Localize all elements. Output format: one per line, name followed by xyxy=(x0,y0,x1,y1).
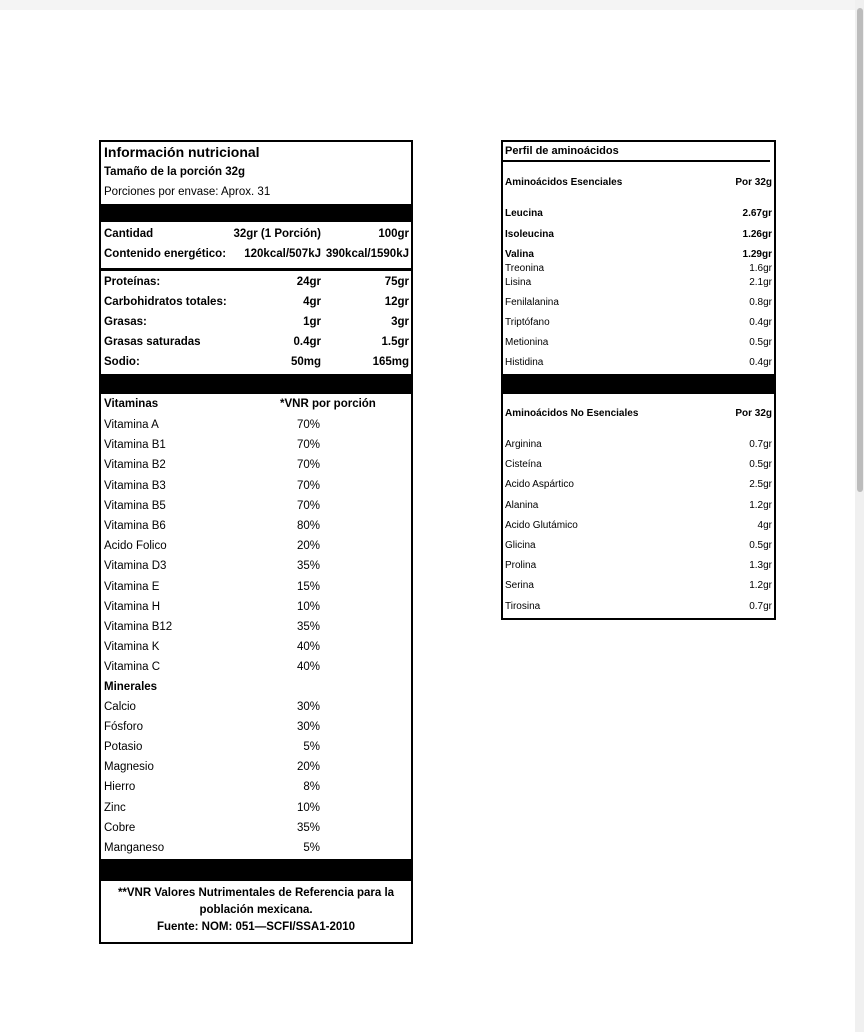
vitamin-row xyxy=(104,480,409,496)
divider-line xyxy=(101,268,411,271)
vitamin-name: Vitamina B2 xyxy=(104,459,166,472)
nonessential-amino-row xyxy=(505,520,772,534)
amino-amount: 0.5gr xyxy=(749,337,772,348)
essential-amino-row xyxy=(505,229,772,243)
mineral-row xyxy=(104,802,409,818)
amino-amount: 0.7gr xyxy=(749,439,772,450)
amino-title: Perfil de aminoácidos xyxy=(505,145,619,157)
vitamin-name: Vitamina D3 xyxy=(104,560,167,573)
vitamin-row xyxy=(104,641,409,657)
vertical-scrollbar-thumb[interactable] xyxy=(857,8,863,492)
vitamin-row xyxy=(104,601,409,617)
footnote-source: Fuente: NOM: 051—SCFI/SSA1-2010 xyxy=(156,921,356,933)
vitamin-row xyxy=(104,520,409,536)
vitamin-vnr-percent: 40% xyxy=(296,661,320,674)
vitamin-vnr-percent: 15% xyxy=(296,580,320,593)
nutrient-per-serving: 4gr xyxy=(303,296,321,308)
vitamin-vnr-percent: 40% xyxy=(296,641,320,654)
mineral-row xyxy=(104,781,409,797)
vitamin-row xyxy=(104,560,409,576)
vitamin-name: Vitamina B6 xyxy=(104,520,166,532)
mineral-row xyxy=(104,721,409,737)
vitamin-row xyxy=(104,439,409,455)
amino-acid-profile-panel xyxy=(501,140,776,620)
nutrient-name: Grasas: xyxy=(104,316,147,328)
amino-name: Triptófano xyxy=(505,317,550,328)
nonessential-header-row xyxy=(505,408,772,419)
footnote-line: población mexicana. xyxy=(199,904,313,916)
amino-amount: 0.7gr xyxy=(749,600,772,612)
mineral-vnr-percent: 5% xyxy=(303,842,320,854)
vitamin-row xyxy=(104,419,409,435)
essential-amino-row xyxy=(505,317,772,331)
quantity-label: Cantidad xyxy=(104,228,154,240)
mineral-name: Hierro xyxy=(104,781,136,794)
nutrient-per-100g: 165mg xyxy=(372,356,409,368)
black-divider-bar xyxy=(503,374,774,394)
black-divider-bar xyxy=(101,859,411,881)
amino-amount: 0.8gr xyxy=(749,297,772,308)
mineral-vnr-percent: 8% xyxy=(303,781,320,794)
vitamin-name: Vitamina E xyxy=(104,580,160,593)
mineral-name: Magnesio xyxy=(104,761,154,774)
amino-name: Leucina xyxy=(505,208,543,219)
nonessential-amino-row xyxy=(505,601,772,615)
mineral-vnr-percent: 30% xyxy=(296,720,320,733)
amino-name: Glicina xyxy=(505,540,536,551)
energy-label: Contenido energético: xyxy=(104,248,227,260)
nonessential-amino-row xyxy=(505,479,772,493)
amino-amount: 1.2gr xyxy=(749,580,772,592)
energy-row xyxy=(104,248,409,264)
nutrient-name: Sodio: xyxy=(104,356,140,368)
amino-name: Alanina xyxy=(505,499,539,511)
amino-amount: 1.6gr xyxy=(749,263,772,274)
nutrient-row xyxy=(104,356,409,372)
amino-amount: 0.4gr xyxy=(749,357,772,368)
amino-amount: 1.2gr xyxy=(749,499,772,511)
nutrient-per-100g: 75gr xyxy=(384,276,409,288)
mineral-name: Zinc xyxy=(104,801,126,814)
vitamin-name: Vitamina B3 xyxy=(104,479,166,492)
amino-amount: 1.29gr xyxy=(742,249,772,260)
vitamin-vnr-percent: 20% xyxy=(296,540,320,553)
window-top-strip xyxy=(0,0,864,10)
essential-amino-row xyxy=(505,297,772,311)
nutrient-row xyxy=(104,296,409,312)
nutrient-name: Carbohidratos totales: xyxy=(104,296,227,308)
nutrient-per-serving: 50mg xyxy=(290,356,321,368)
mineral-vnr-percent: 30% xyxy=(296,700,320,713)
essential-header-row xyxy=(505,177,772,188)
mineral-row xyxy=(104,822,409,838)
amino-amount: 2.5gr xyxy=(749,479,772,491)
mineral-name: Cobre xyxy=(104,821,136,834)
nonessential-amino-row xyxy=(505,580,772,594)
nutrient-per-serving: 0.4gr xyxy=(293,336,321,348)
vitamin-row xyxy=(104,540,409,556)
amino-name: Histidina xyxy=(505,357,544,368)
vnr-column-header: *VNR por porción xyxy=(280,398,376,410)
footnote-line: **VNR Valores Nutrimentales de Referencia para la xyxy=(117,887,395,899)
mineral-vnr-percent: 20% xyxy=(296,761,320,774)
amino-amount: 2.1gr xyxy=(749,277,772,288)
vitamin-row xyxy=(104,500,409,516)
vitamin-name: Vitamina B5 xyxy=(104,499,166,512)
vitamin-name: Vitamina H xyxy=(104,600,161,613)
nonessential-amino-row xyxy=(505,500,772,514)
nonessential-label: Aminoácidos No Esenciales xyxy=(505,408,639,419)
mineral-name: Fósforo xyxy=(104,720,143,733)
vitamin-vnr-percent: 70% xyxy=(296,479,320,492)
black-divider-bar xyxy=(101,204,411,222)
vitamin-name: Vitamina C xyxy=(104,661,161,674)
amino-name: Valina xyxy=(505,249,534,260)
essential-amino-row xyxy=(505,337,772,351)
vitamin-name: Acido Folico xyxy=(104,540,167,553)
amino-amount: 4gr xyxy=(757,519,772,531)
amino-name: Treonina xyxy=(505,263,545,274)
essential-amino-row xyxy=(505,263,772,277)
nonessential-unit-header: Por 32g xyxy=(735,408,772,419)
nutrient-per-100g: 1.5gr xyxy=(381,336,409,348)
portions-per-package: Porciones por envase: Aprox. 31 xyxy=(104,186,271,198)
vitamin-vnr-percent: 70% xyxy=(296,499,320,512)
amino-amount: 0.4gr xyxy=(749,317,772,328)
amino-name: Fenilalanina xyxy=(505,297,559,308)
mineral-vnr-percent: 5% xyxy=(303,741,320,753)
amino-name: Acido Aspártico xyxy=(505,479,574,491)
vitamins-header-row xyxy=(104,398,409,410)
amino-amount: 1.26gr xyxy=(742,229,772,240)
vitamin-name: Vitamina A xyxy=(104,419,159,431)
nonessential-amino-row xyxy=(505,439,772,453)
nutrient-per-100g: 12gr xyxy=(384,296,409,308)
nutrient-per-100g: 3gr xyxy=(391,316,409,328)
vitamin-vnr-percent: 70% xyxy=(296,459,320,472)
amino-amount: 0.5gr xyxy=(749,459,772,471)
amino-name: Isoleucina xyxy=(505,229,554,240)
essential-amino-row xyxy=(505,277,772,291)
mineral-name: Calcio xyxy=(104,700,136,713)
nutrient-row xyxy=(104,336,409,352)
mineral-vnr-percent: 10% xyxy=(296,801,320,814)
essential-amino-row xyxy=(505,249,772,263)
vitamin-row xyxy=(104,621,409,637)
nutrient-per-serving: 24gr xyxy=(296,276,321,288)
mineral-name: Potasio xyxy=(104,741,143,753)
mineral-row xyxy=(104,761,409,777)
essential-label: Aminoácidos Esenciales xyxy=(505,177,623,188)
vitamin-vnr-percent: 70% xyxy=(296,419,320,431)
vitamin-name: Vitamina K xyxy=(104,641,160,654)
amino-name: Acido Glutámico xyxy=(505,519,578,531)
essential-unit-header: Por 32g xyxy=(735,177,772,188)
amino-amount: 2.67gr xyxy=(742,208,772,219)
nonessential-amino-row xyxy=(505,560,772,574)
mineral-vnr-percent: 35% xyxy=(296,821,320,834)
mineral-row xyxy=(104,701,409,717)
vitamin-vnr-percent: 35% xyxy=(296,560,320,573)
amino-name: Prolina xyxy=(505,560,537,572)
essential-amino-row xyxy=(505,208,772,222)
vitamin-row xyxy=(104,661,409,677)
vitamin-row xyxy=(104,459,409,475)
nonessential-amino-row xyxy=(505,459,772,473)
amino-name: Cisteína xyxy=(505,459,542,471)
energy-per-100g: 390kcal/1590kJ xyxy=(325,248,409,260)
amino-name: Lisina xyxy=(505,277,532,288)
nutrition-title: Información nutricional xyxy=(104,144,260,160)
quantity-header-row xyxy=(104,228,409,244)
amino-amount: 0.5gr xyxy=(749,540,772,551)
amino-name: Tirosina xyxy=(505,600,541,612)
vitamin-vnr-percent: 35% xyxy=(296,621,320,633)
energy-per-serving: 120kcal/507kJ xyxy=(244,248,321,260)
mineral-row xyxy=(104,741,409,757)
amino-name: Serina xyxy=(505,580,534,592)
essential-amino-row xyxy=(505,357,772,371)
nutrient-row xyxy=(104,276,409,292)
mineral-name: Manganeso xyxy=(104,842,165,854)
vitamin-vnr-percent: 80% xyxy=(296,520,320,532)
amino-title-box xyxy=(503,142,770,162)
nutrient-name: Grasas saturadas xyxy=(104,336,201,348)
nutrition-facts-panel xyxy=(99,140,413,944)
vitamin-name: Vitamina B12 xyxy=(104,621,173,633)
minerals-header: Minerales xyxy=(104,680,158,693)
vitamins-label: Vitaminas xyxy=(104,398,159,410)
amino-name: Metionina xyxy=(505,337,549,348)
nutrient-row xyxy=(104,316,409,332)
mineral-row xyxy=(104,842,409,858)
vnr-footnote xyxy=(101,885,411,936)
amino-name: Arginina xyxy=(505,439,542,450)
per-100g-header: 100gr xyxy=(378,228,409,240)
nutrient-per-serving: 1gr xyxy=(303,316,321,328)
nonessential-amino-row xyxy=(505,540,772,554)
black-divider-bar xyxy=(101,374,411,394)
per-serving-header: 32gr (1 Porción) xyxy=(233,228,321,240)
vitamin-vnr-percent: 70% xyxy=(296,439,320,452)
vitamin-vnr-percent: 10% xyxy=(296,600,320,613)
amino-amount: 1.3gr xyxy=(749,560,772,572)
vitamin-row xyxy=(104,581,409,597)
nutrient-name: Proteínas: xyxy=(104,276,161,288)
vitamin-name: Vitamina B1 xyxy=(104,439,166,452)
serving-size: Tamaño de la porción 32g xyxy=(104,166,246,178)
